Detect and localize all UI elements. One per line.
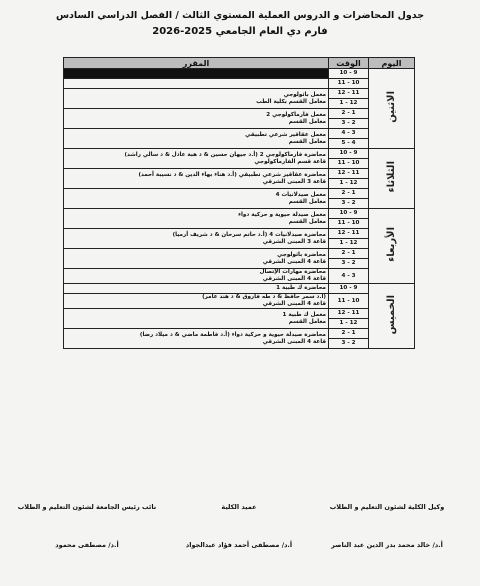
course-title: معمل فارماكولوجي 2 [266,111,326,118]
time-cell: 3 - 4 [329,269,369,284]
day-label: الخميس [386,294,397,335]
header-row [64,58,415,69]
course-title: معمل صيدلانيات 4 [275,191,326,198]
course-cell [64,129,329,149]
course-cell [64,284,329,294]
schedule-body [64,69,415,349]
course-title: محاضرة ك طبية 1 [276,285,326,291]
time-cell: 10 - 11 [329,219,369,229]
course-cell [64,329,329,349]
time-cell: 3 - 4 [329,129,369,139]
day-label: الأربعاء [386,227,397,262]
time-cell: 11 - 12 [329,89,369,99]
time-cell: 12 - 1 [329,99,369,109]
page-title: جدول المحاضرات و الدروس العملية المستوي الثالث / الفصل الدراسي السادس [55,10,425,21]
course-title: معمل عقاقير شرعي تطبيقي [245,131,326,138]
course-cell [64,229,329,249]
time-cell: 12 - 1 [329,239,369,249]
time-cell: 10 - 11 [329,294,369,309]
course-location: قاعة 4 المبنى الشرقي [262,301,326,307]
table-row [64,109,415,119]
table-row [64,249,415,259]
course-cell [64,189,329,209]
day-cell [369,284,415,349]
signature-role: عميد الكلية [221,503,257,511]
day-label: الثلاثاء [386,161,397,193]
signature-name: أ.د/ مصطفى محمود [55,541,119,549]
signature-university-vp [12,503,162,549]
table-row [64,89,415,99]
signature-name: أ.د/ مصطفى أحمد فؤاد عبدالجواد [185,541,293,549]
signature-vice-dean [312,503,462,549]
signature-dean [174,503,304,549]
day-cell [369,149,415,209]
signature-role: نائب رئيس الجامعة لشئون التعليم و الطلاب [17,503,157,511]
course-cell [64,79,329,89]
course-cell [64,269,329,284]
course-cell [64,294,329,309]
time-cell: 2 - 3 [329,199,369,209]
course-title: محاضرة صيدلانيات 4 (أ.د حاتم سرحان & د شريف أرميا) [172,231,326,238]
time-cell: 9 - 10 [329,149,369,159]
table-row [64,269,415,284]
time-cell: 12 - 1 [329,319,369,329]
time-cell: 9 - 10 [329,209,369,219]
course-title: محاضرة مهارات الإتصال [259,269,326,275]
time-cell: 1 - 2 [329,329,369,339]
day-header: اليوم [369,58,415,69]
time-cell: 1 - 2 [329,249,369,259]
course-title: محاضرة فارماكولوجي 2 (أ.د جيهان حسين & د هبة عادل & د سالي راشد) [124,151,326,158]
day-label: الاثنين [386,91,397,123]
course-cell [64,209,329,229]
course-location: معامل القسم بكلية الطب [256,98,326,105]
time-cell: 12 - 1 [329,179,369,189]
course-cell [64,249,329,269]
course-cell [64,169,329,189]
time-header: الوقت [329,58,369,69]
course-location: معامل القسم [288,198,326,205]
table-row [64,284,415,294]
time-cell: 11 - 12 [329,309,369,319]
table-row [64,209,415,219]
course-title: معمل صيدلة حيوية و حركية دواء [238,211,326,218]
time-cell: 2 - 3 [329,259,369,269]
table-row [64,229,415,239]
course-location: معامل القسم [288,118,326,125]
course-location: قاعة قسم الفارماكولوجي [254,158,326,165]
course-location: قاعة 3 المبنى الشرقي [262,238,326,245]
time-cell: 9 - 10 [329,69,369,79]
course-cell [64,89,329,109]
course-location: قاعة 3 المبنى الشرقي [262,178,326,185]
table-row [64,69,415,79]
course-cell [64,149,329,169]
time-cell: 4 - 5 [329,139,369,149]
time-cell: 2 - 3 [329,119,369,129]
course-cell [64,109,329,129]
course-location: قاعة 4 المبنى الشرقي [262,338,326,345]
table-row [64,309,415,319]
time-cell: 9 - 10 [329,284,369,294]
schedule-table [63,57,415,349]
course-title: (أ.د سمر حافظ & د طه فاروق & د هند عامر) [202,294,326,300]
course-header: المقرر [64,58,329,69]
course-cell [64,309,329,329]
signature-role: وكيل الكلية لشئون التعليم و الطلاب [329,503,445,511]
page-subtitle: فارم دي العام الجامعي 2025-2026 [152,26,328,37]
table-row [64,189,415,199]
course-location: معامل القسم [288,318,326,325]
course-title: محاضرة عقاقير شرعي تطبيقي (أ.د هناء بهاء الدين & د نسيبة أحمد) [138,171,326,178]
course-title: معمل ك طبية 1 [282,311,326,318]
table-row [64,149,415,159]
table-row [64,329,415,339]
course-location: قاعة 4 المبنى الشرقي [262,258,326,265]
day-cell [369,209,415,284]
time-cell: 10 - 11 [329,79,369,89]
table-row [64,294,415,309]
course-title: محاضرة باثولوجي [277,251,326,258]
time-cell: 11 - 12 [329,229,369,239]
course-title: محاضرة صيدلة حيوية و حركية دواء (أ.د فاطمة ماضي & د ميلاد رضا) [139,331,326,338]
table-row [64,129,415,139]
course-location: معامل القسم [288,218,326,225]
time-cell: 11 - 12 [329,169,369,179]
course-title: معمل باثولوجي [283,91,326,98]
course-location: معامل القسم [288,138,326,145]
time-cell: 1 - 2 [329,189,369,199]
course-location: قاعة 4 المبنى الشرقي [262,276,326,282]
time-cell: 1 - 2 [329,109,369,119]
time-cell: 10 - 11 [329,159,369,169]
course-cell [64,69,329,79]
table-row [64,79,415,89]
table-row [64,169,415,179]
time-cell: 2 - 3 [329,339,369,349]
day-cell [369,69,415,149]
signature-name: أ.د/ خالد محمد بدر الدين عبد الناصر [331,541,443,549]
